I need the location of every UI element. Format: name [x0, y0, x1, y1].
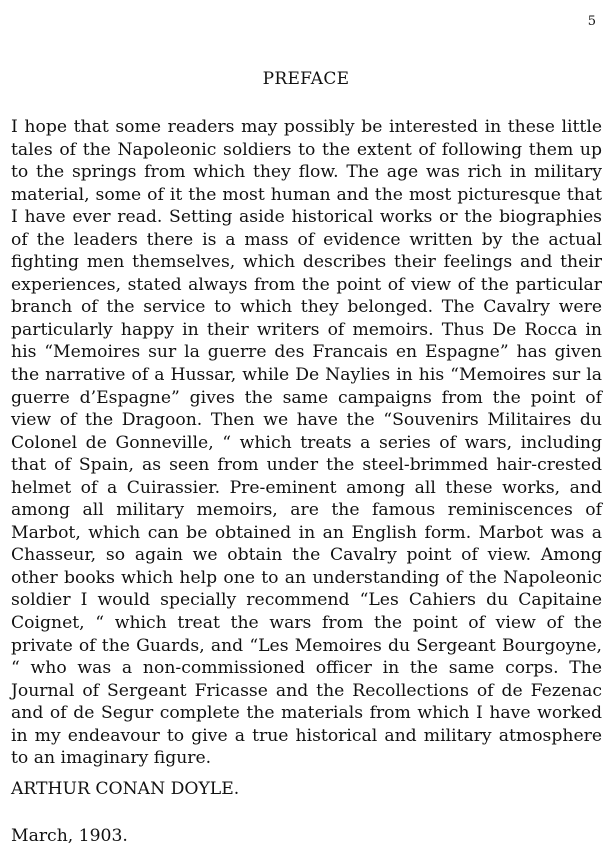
page-number: 5: [587, 14, 596, 29]
preface-date: March, 1903.: [11, 826, 128, 846]
author-signature: ARTHUR CONAN DOYLE.: [11, 779, 240, 799]
page-title: PREFACE: [262, 69, 350, 89]
preface-paragraph: I hope that some readers may possibly be interested in these little tales of the Napoleonic soldiers to the extent of following them up to the springs from which they flow. The age was rich in military material, some of it the most human and the most picturesque that I have ever read. Setting aside historical works or the biographies of the leaders there is a mass of evidence written by the actual fighting men themselves, which describes their feelings and their experiences, stated always from the point of view of the particular branch of the service to which they belonged. The Cavalry were particularly happy in their writers of memoirs. Thus De Rocca in his “Memoires sur la guerre des Francais en Espagne” has given the narrative of a Hussar, while De Naylies in his “Memoires sur la guerre d’Espagne” gives the same campaigns from the point of view of the Dragoon. Then we have the “Souvenirs Militaires du Colonel de Gonneville, “ which treats a series of wars, including that of Spain, as seen from under the steel-brimmed hair-crested helmet of a Cuirassier. Pre-eminent among all these works, and among all military memoirs, are the famous reminiscences of Marbot, which can be obtained in an English form. Marbot was a Chasseur, so again we obtain the Cavalry point of view. Among other books which help one to an understanding of the Napoleonic soldier I would specially recommend “Les Cahiers du Capitaine Coignet, “ which treat the wars from the point of view of the private of the Guards, and “Les Memoires du Sergeant Bourgoyne, “ who was a non-commissioned officer in the same corps. The Journal of Sergeant Fricasse and the Recollections of de Fezenac and of de Segur complete the materials from which I have worked in my endeavour to give a true historical and military atmosphere to an imaginary figure.: [11, 117, 602, 769]
